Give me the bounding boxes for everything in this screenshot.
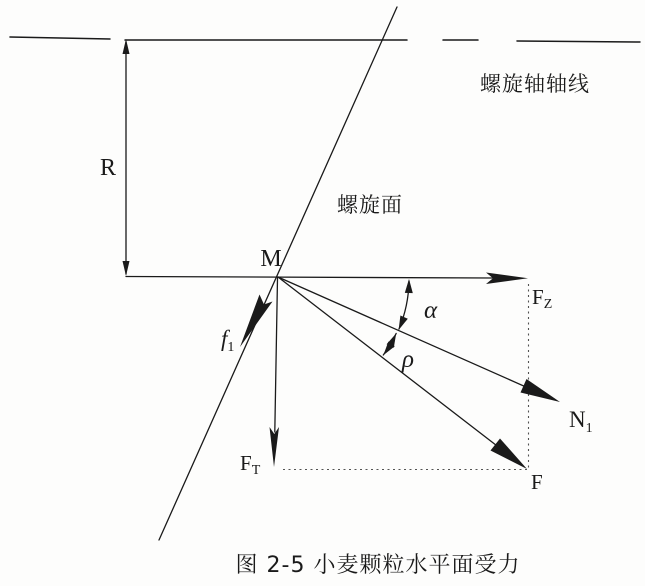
helical-surface-line [159,7,397,540]
force-ft-line [275,278,278,432]
force-f-arrowhead [491,439,528,470]
alpha-angle-arc [399,279,413,330]
force-fz-line [126,277,493,279]
force-ft-arrowhead [270,427,280,467]
radius-dimension [123,39,130,276]
force-fz-label-main: F [532,285,544,309]
force-n1-arrow [278,277,560,402]
force-f-label: F [531,470,543,494]
screw-axis-dash [517,41,640,42]
screw-axis-line [10,37,640,42]
force-ft-label [240,451,261,478]
force-f1-arrowhead [240,295,273,348]
force-f1-label [221,326,234,355]
force-ft-arrow [270,278,280,467]
force-f-arrow [278,277,527,469]
force-n1-label [569,407,593,436]
rho-angle-label: ρ [402,346,414,373]
figure-caption: 图 2-5 小麦颗粒水平面受力 [235,553,521,578]
force-n1-line [278,277,535,391]
force-n1-arrowhead [521,379,561,402]
force-n1-label-sub: 1 [585,421,593,436]
radius-label: R [100,155,117,181]
helical-surface-label: 螺旋面 [337,193,403,217]
force-ft-label-sub: T [251,463,261,478]
force-f1-label-sub: 1 [227,340,235,355]
force-fz-label [532,285,552,312]
point-m-label: M [260,246,282,272]
force-ft-label-main: F [240,451,252,475]
force-n1-label-main: N [569,407,586,432]
alpha-angle-label: α [424,297,438,324]
alpha-arc-arrowhead-top [405,279,413,293]
force-f-line [278,277,503,451]
force-fz-label-sub: Z [543,297,553,312]
radius-arrowhead-down [123,261,130,276]
alpha-arc-arrowhead-bottom [399,316,408,331]
screw-axis-dash [10,37,110,39]
force-fz-arrow [126,273,528,285]
radius-arrowhead-up [123,39,130,54]
rho-angle-arc [383,333,396,355]
screw-axis-label: 螺旋轴轴线 [480,72,590,96]
force-f1-label-main: f [221,326,228,351]
